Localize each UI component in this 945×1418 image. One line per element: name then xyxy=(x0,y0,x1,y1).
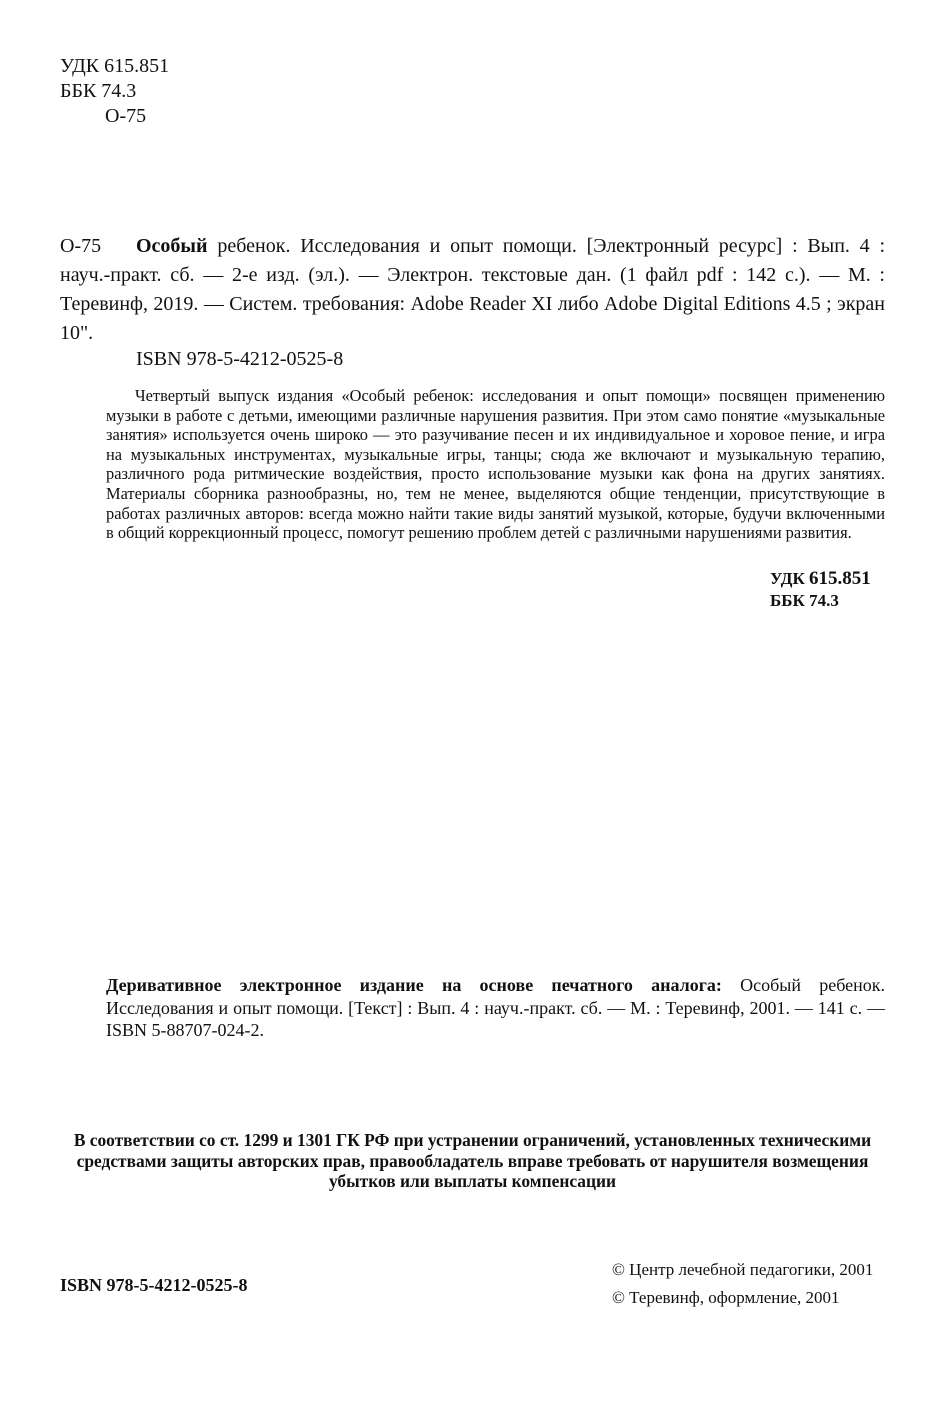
isbn-bottom: ISBN 978-5-4212-0525-8 xyxy=(60,1275,248,1295)
udk-value: 615.851 xyxy=(809,568,871,589)
isbn-main: ISBN 978-5-4212-0525-8 xyxy=(136,348,344,370)
header-udk: УДК 615.851 xyxy=(60,55,170,77)
derivative-bold: Деривативное электронное издание на основе печатного аналога: xyxy=(106,975,722,995)
classification-block xyxy=(770,568,871,612)
copyright-line-1: © Центр лечебной педагогики, 2001 xyxy=(612,1260,874,1279)
copyright-block xyxy=(612,1256,873,1312)
record-text: ребенок. Исследования и опыт помощи. [Электронный ресурс] : Вып. 4 : науч.-практ. сб. — 2-е изд. (эл.). — Электрон. текстовые дан. (1 файл pdf : 142 с.). — М. : Теревинф, 2019. — Систем. требования: Adobe Reader XI либо Adobe Digital Editions 4.5 ; экран 10". xyxy=(60,235,885,344)
bbk-label: ББК xyxy=(770,591,805,610)
classification-bbk xyxy=(770,590,871,612)
derivative-edition-note xyxy=(106,974,885,1042)
derivative-text: Особый ребенок. Исследования и опыт помощи. [Текст] : Вып. 4 : науч.-практ. сб. — М. : Теревинф, 2001. — 141 с. — ISBN 5-88707-024-2. xyxy=(106,975,886,1040)
header-bbk: ББК 74.3 xyxy=(60,80,137,102)
copyright-line-2: © Теревинф, оформление, 2001 xyxy=(612,1288,840,1307)
legal-notice: В соответствии со ст. 1299 и 1301 ГК РФ при устранении ограничений, установленных техническими средствами защиты авторских прав, правообладатель вправе требовать от нарушителя возмещения убытков или выплаты компенсации xyxy=(73,1130,872,1191)
header-author-mark: О-75 xyxy=(105,105,147,127)
record-title-bold: Особый xyxy=(136,235,208,257)
abstract-text: Четвертый выпуск издания «Особый ребенок: исследования и опыт помощи» посвящен применению музыки в работе с детьми, имеющими различные нарушения развития. При этом само понятие «музыкальные занятия» используется очень широко — это разучивание песен и их индивидуальное и хоровое пение, и игра на музыкальных инструментах, музыкальные игры, танцы; сюда же включают и музыкальную терапию, различного рода ритмические воздействия, просто использование музыки как фона на других занятиях. Материалы сборника разнообразны, но, тем не менее, выделяются общие тенденции, присутствующие в работах различных авторов: всегда можно найти такие виды занятий музыкой, которые, будучи включенными в общий коррекционный процесс, помогут решению проблем детей с различными нарушениями развития. xyxy=(106,386,885,543)
bibliographic-record xyxy=(60,232,885,348)
record-code: О-75 xyxy=(60,235,102,257)
header-classification xyxy=(60,54,169,129)
classification-udk xyxy=(770,568,871,590)
udk-label: УДК xyxy=(770,569,805,588)
bbk-value: 74.3 xyxy=(809,591,839,610)
